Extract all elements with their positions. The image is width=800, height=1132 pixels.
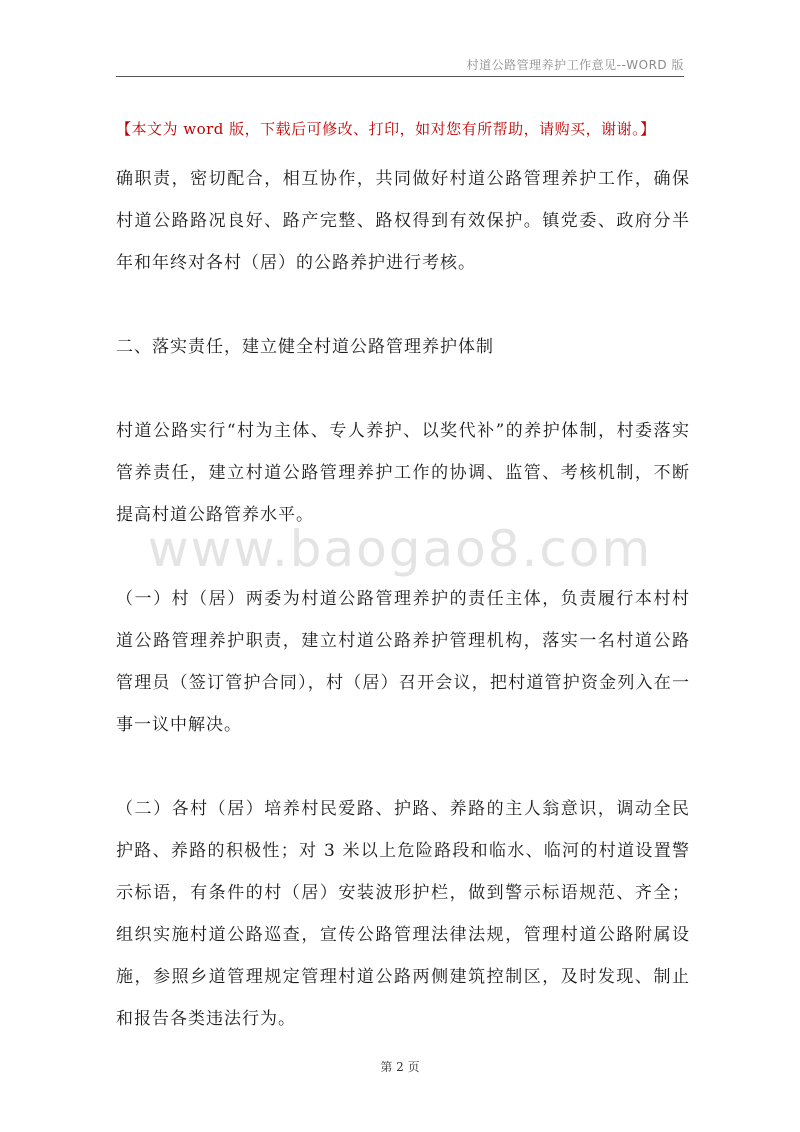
page-number: 第 2 页 — [380, 1060, 420, 1074]
paragraph-item-2: （二）各村（居）培养村民爱路、护路、养路的主人翁意识，调动全民护路、养路的积极性；对 3 米以上危险路段和临水、临河的村道设置警示标语，有条件的村（居）安装波形护栏，做到警示标语规范、齐全；组织实施村道公路巡查，宣传公路管理法律法规，管理村道公路附属设施，参照乡道管理规定管理村道公路两侧建筑控制区，及时发现、制止和报告各类违法行为。 — [116, 799, 690, 1029]
download-notice: 【本文为 word 版，下载后可修改、打印，如对您有所帮助，请购买，谢谢。】 — [116, 120, 656, 138]
header-divider — [116, 76, 684, 77]
watermark: www.baogao8.com — [147, 520, 653, 578]
paragraph-continuation: 确职责，密切配合，相互协作，共同做好村道公路管理养护工作，确保村道公路路况良好、路产完整、路权得到有效保护。镇党委、政府分半年和年终对各村（居）的公路养护进行考核。 — [116, 169, 690, 273]
paragraph-item-1: （一）村（居）两委为村道公路管理养护的责任主体，负责履行本村村道公路管理养护职责，建立村道公路养护管理机构，落实一名村道公路管理员（签订管护合同），村（居）召开会议，把村道管护资金列入在一事一议中解决。 — [116, 589, 690, 735]
section-heading-2: 二、落实责任，建立健全村道公路管理养护体制 — [116, 337, 494, 357]
running-header: 村道公路管理养护工作意见--WORD 版 — [466, 58, 684, 72]
paragraph-maintenance-system: 村道公路实行“村为主体、专人养护、以奖代补”的养护体制，村委落实管养责任，建立村道公路管理养护工作的协调、监管、考核机制，不断提高村道公路管养水平。 — [116, 421, 690, 525]
